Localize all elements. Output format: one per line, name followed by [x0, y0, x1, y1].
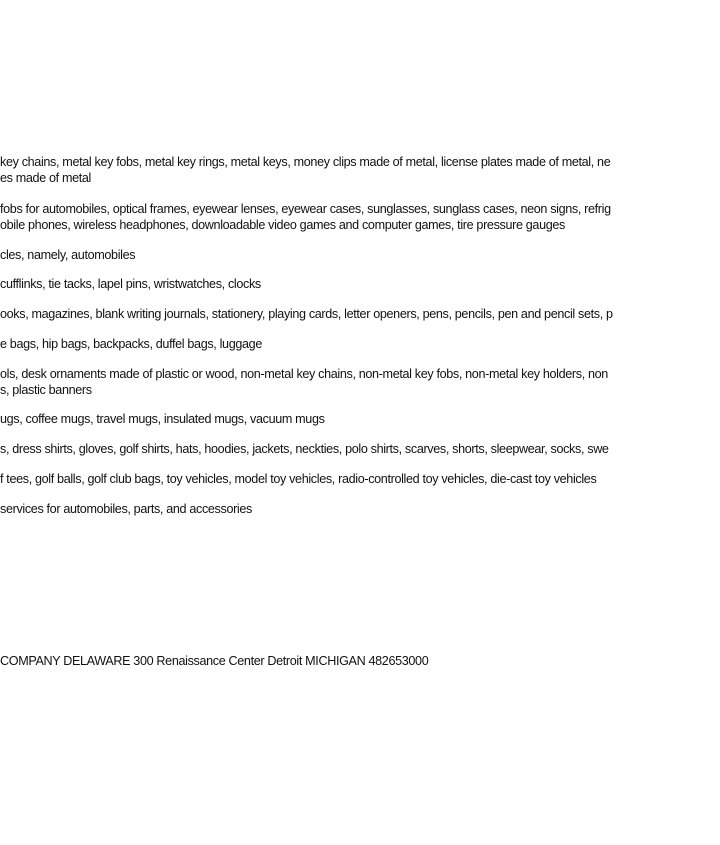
goods-entry-metal-goods: [0, 154, 720, 186]
goods-entry-line: ooks, magazines, blank writing journals, stationery, playing cards, letter openers, pens, pencils, pen and pencil sets, p: [0, 307, 613, 321]
goods-entry-line: cufflinks, tie tacks, lapel pins, wristwatches, clocks: [0, 277, 261, 291]
goods-entry-jewelry: [0, 276, 720, 292]
owner-address: COMPANY DELAWARE 300 Renaissance Center Detroit MICHIGAN 482653000: [0, 654, 429, 668]
goods-entry-clothing: [0, 441, 720, 457]
goods-entry-line: key chains, metal key fobs, metal key rings, metal keys, money clips made of metal, license plates made of metal, ne: [0, 155, 611, 169]
goods-entry-vehicles: [0, 247, 720, 263]
goods-entry-line: obile phones, wireless headphones, downloadable video games and computer games, tire pressure gauges: [0, 218, 565, 232]
goods-entry-toys: [0, 471, 720, 487]
goods-entry-line: s, dress shirts, gloves, golf shirts, hats, hoodies, jackets, neckties, polo shirts, scarves, shorts, sleepwear, socks, swe: [0, 442, 609, 456]
goods-entry-bags: [0, 336, 720, 352]
goods-entry-line: services for automobiles, parts, and accessories: [0, 502, 252, 516]
goods-entry-services: [0, 501, 720, 517]
goods-entry-line: ols, desk ornaments made of plastic or wood, non-metal key chains, non-metal key fobs, non-metal key holders, non: [0, 367, 608, 381]
goods-entry-line: s, plastic banners: [0, 383, 92, 397]
goods-entry-non-metal-goods: [0, 366, 720, 398]
goods-entry-line: e bags, hip bags, backpacks, duffel bags, luggage: [0, 337, 262, 351]
goods-entry-paper-goods: [0, 306, 720, 322]
goods-entry-electronics: [0, 201, 720, 233]
goods-entry-line: cles, namely, automobiles: [0, 248, 136, 262]
goods-entry-line: f tees, golf balls, golf club bags, toy vehicles, model toy vehicles, radio-controlled toy vehicles, die-cast toy vehicles: [0, 472, 597, 486]
goods-entry-line: ugs, coffee mugs, travel mugs, insulated mugs, vacuum mugs: [0, 412, 325, 426]
goods-entry-mugs: [0, 411, 720, 427]
goods-entry-line: fobs for automobiles, optical frames, eyewear lenses, eyewear cases, sunglasses, sunglass cases, neon signs, refrig: [0, 202, 611, 216]
goods-entry-line: es made of metal: [0, 171, 91, 185]
